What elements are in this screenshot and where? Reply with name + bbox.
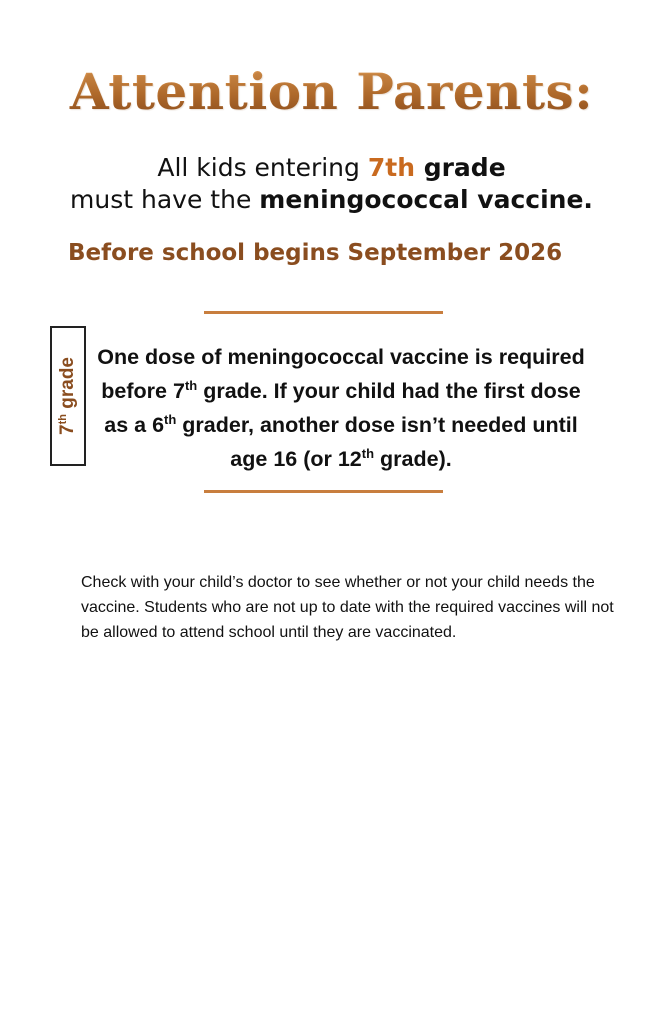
divider-top [204,311,443,314]
notice-part-3: grader, another dose isn’t needed until age 16 (or 12 [176,413,578,471]
doctor-check-paragraph: Check with your child’s doctor to see whether or not your child needs the vaccine. Students who are not up to date with the required vaccines will not be allowed to attend school until they are vaccinated. [81,574,614,641]
intro-line-1 [0,153,663,182]
notice-part-2: grade. If your child had the first dose as a 6 [104,379,581,437]
notice-sup-2: th [164,411,177,427]
side-label-suffix: th [56,414,69,425]
side-label-word: grade [57,357,79,415]
grade-side-label-box [50,326,86,466]
vaccine-requirement-notice [96,340,586,476]
notice-part-4: grade). [374,447,452,471]
notice-sup-1: th [184,377,198,393]
notice-sup-3: th [361,445,375,461]
notice-part-1: One dose of meningococcal vaccine is required before 7 [97,345,585,403]
deadline-heading: Before school begins September 2026 [68,240,563,266]
intro-line-2 [0,185,663,214]
intro-line-1-text: All kids entering [157,153,368,182]
page-title: Attention Parents: [0,62,663,121]
grade-side-label [57,357,79,435]
grade-word: grade [415,153,506,182]
grade-number: 7th [367,153,415,182]
divider-bottom [204,490,443,493]
vaccine-name: meningococcal vaccine. [259,185,593,214]
intro-line-2-text: must have the [70,185,260,214]
side-label-number: 7 [57,424,79,435]
